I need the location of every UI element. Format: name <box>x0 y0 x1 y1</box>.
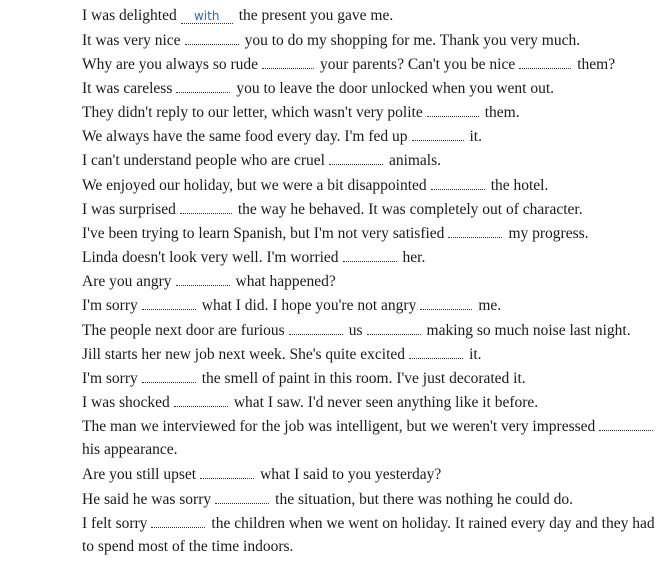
item-text: I can't understand people who are cruel <box>82 152 325 169</box>
answer-blank[interactable] <box>412 128 464 141</box>
item-text: We always have the same food every day. I'm fed up <box>82 128 408 145</box>
item-text: me. <box>478 297 502 314</box>
item-text: them? <box>577 56 616 73</box>
item-text: what happened? <box>235 273 336 290</box>
answer-blank[interactable] <box>215 491 269 504</box>
answer-handwritten: with <box>181 10 233 24</box>
item-text: I was shocked <box>82 394 170 411</box>
answer-blank[interactable] <box>262 56 314 69</box>
item-text: They didn't reply to our letter, which wasn't very polite <box>82 104 423 121</box>
item-text: He said he was sorry <box>82 491 212 508</box>
answer-blank[interactable] <box>289 322 343 335</box>
item-text: them. <box>484 104 520 121</box>
answer-blank[interactable] <box>200 466 254 479</box>
item-text: what I saw. I'd never seen anything like it before. <box>233 394 539 411</box>
answer-blank[interactable] <box>174 394 228 407</box>
item-text: you to do my shopping for me. Thank you very much. <box>244 32 581 49</box>
item-21-continuation: to spend most of the time indoors. <box>82 538 294 555</box>
answer-blank[interactable] <box>599 418 653 431</box>
item-text: The man we interviewed for the job was intelligent, but we weren't very impressed <box>82 418 596 435</box>
item-text: Jill starts her new job next week. She's quite excited <box>82 346 406 363</box>
answer-blank[interactable] <box>329 152 383 165</box>
item-text: animals. <box>388 152 442 169</box>
item-text: I've been trying to learn Spanish, but I'm not very satisfied <box>82 225 445 242</box>
answer-blank[interactable] <box>343 249 397 262</box>
answer-blank[interactable] <box>176 273 230 286</box>
answer-blank[interactable] <box>448 225 502 238</box>
item-text: The people next door are furious <box>82 322 285 339</box>
item-text: making so much noise last night. <box>426 322 631 339</box>
item-text: you to leave the door unlocked when you went out. <box>236 80 555 97</box>
answer-blank[interactable] <box>142 297 196 310</box>
item-text: Linda doesn't look very well. I'm worried <box>82 249 339 266</box>
item-text: I'm sorry <box>82 370 138 387</box>
item-text: her. <box>402 249 426 266</box>
answer-blank[interactable] <box>427 104 479 117</box>
answer-blank[interactable] <box>180 201 232 214</box>
item-text: I'm sorry <box>82 297 138 314</box>
item-text: us <box>348 322 363 339</box>
item-text: It was very nice <box>82 32 181 49</box>
item-text: the situation, but there was nothing he could do. <box>275 491 574 508</box>
item-text: Are you still upset <box>82 466 197 483</box>
item-text: it. <box>469 346 482 363</box>
item-text: I was surprised <box>82 201 176 218</box>
item-18-continuation: his appearance. <box>82 441 178 458</box>
item-text: It was careless <box>82 80 173 97</box>
answer-blank[interactable] <box>185 32 239 45</box>
item-text: Why are you always so rude <box>82 56 259 73</box>
item-text: I was delighted <box>82 7 177 24</box>
answer-blank[interactable] <box>409 346 463 359</box>
item-text: what I did. I hope you're not angry <box>201 297 417 314</box>
answer-blank[interactable] <box>420 297 472 310</box>
answer-blank[interactable] <box>142 370 196 383</box>
item-text: the present you gave me. <box>238 7 394 24</box>
item-text: it. <box>469 128 482 145</box>
answer-blank[interactable] <box>367 322 421 335</box>
item-text: my progress. <box>508 225 589 242</box>
item-text: what I said to you yesterday? <box>260 466 442 483</box>
answer-blank[interactable] <box>519 56 571 69</box>
item-text: the children when we went on holiday. It rained every day and they had <box>211 515 655 532</box>
item-text: your parents? Can't you be nice <box>320 56 516 73</box>
item-text: the hotel. <box>490 177 549 194</box>
answer-blank[interactable] <box>176 80 230 93</box>
item-text: the way he behaved. It was completely out of character. <box>237 201 583 218</box>
answer-blank[interactable] <box>431 177 485 190</box>
answer-blank[interactable] <box>151 515 205 528</box>
item-text: Are you angry <box>82 273 172 290</box>
item-text: We enjoyed our holiday, but we were a bit disappointed <box>82 177 427 194</box>
item-text: I felt sorry <box>82 515 148 532</box>
item-text: the smell of paint in this room. I've just decorated it. <box>201 370 526 387</box>
